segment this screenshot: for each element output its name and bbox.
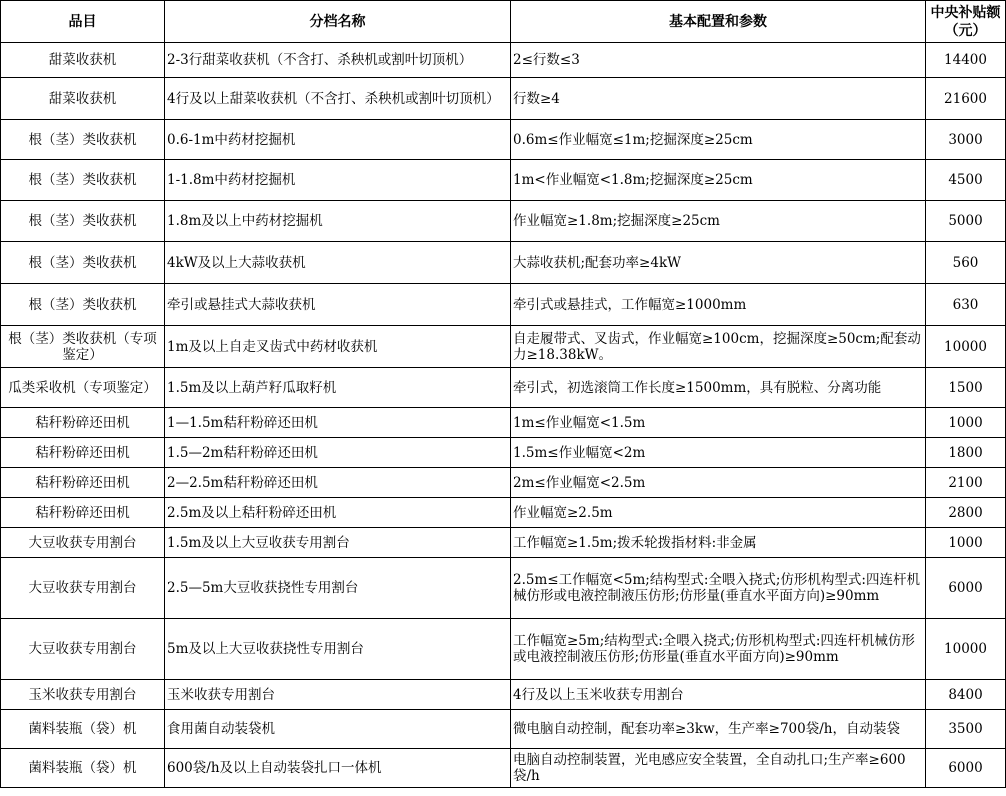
spec-cell: 作业幅宽≥2.5m bbox=[511, 498, 926, 528]
table-row bbox=[1, 558, 1006, 619]
item-cell: 秸秆粉碎还田机 bbox=[1, 408, 165, 438]
header-grade: 分档名称 bbox=[165, 1, 511, 43]
grade-cell: 1.5m及以上葫芦籽瓜取籽机 bbox=[165, 368, 511, 408]
subsidy-cell: 630 bbox=[926, 284, 1006, 326]
table-row bbox=[1, 242, 1006, 284]
item-cell: 根（茎）类收获机 bbox=[1, 201, 165, 242]
item-cell: 根（茎）类收获机（专项鉴定） bbox=[1, 326, 165, 368]
table-row bbox=[1, 498, 1006, 528]
spec-cell: 行数≥4 bbox=[511, 78, 926, 120]
item-cell: 菌料装瓶（袋）机 bbox=[1, 710, 165, 749]
subsidy-cell: 3500 bbox=[926, 710, 1006, 749]
table-row bbox=[1, 408, 1006, 438]
table-row bbox=[1, 284, 1006, 326]
header-row bbox=[1, 1, 1006, 43]
spec-cell: 牵引式或悬挂式，工作幅宽≥1000mm bbox=[511, 284, 926, 326]
spec-cell: 1m<作业幅宽<1.8m;挖掘深度≥25cm bbox=[511, 160, 926, 201]
spec-cell: 大蒜收获机;配套功率≥4kW bbox=[511, 242, 926, 284]
grade-cell: 0.6-1m中药材挖掘机 bbox=[165, 120, 511, 160]
spec-cell: 自走履带式、叉齿式，作业幅宽≥100cm，挖掘深度≥50cm;配套动力≥18.38kW。 bbox=[511, 326, 926, 368]
spec-cell: 1.5m≤作业幅宽<2m bbox=[511, 438, 926, 468]
grade-cell: 1.8m及以上中药材挖掘机 bbox=[165, 201, 511, 242]
grade-cell: 食用菌自动装袋机 bbox=[165, 710, 511, 749]
subsidy-cell: 1000 bbox=[926, 408, 1006, 438]
grade-cell: 2.5m及以上秸秆粉碎还田机 bbox=[165, 498, 511, 528]
grade-cell: 牵引或悬挂式大蒜收获机 bbox=[165, 284, 511, 326]
table-row bbox=[1, 201, 1006, 242]
item-cell: 秸秆粉碎还田机 bbox=[1, 468, 165, 498]
subsidy-cell: 6000 bbox=[926, 749, 1006, 788]
spec-cell: 2≤行数≤3 bbox=[511, 43, 926, 78]
item-cell: 瓜类采收机（专项鉴定） bbox=[1, 368, 165, 408]
subsidy-cell: 8400 bbox=[926, 680, 1006, 710]
subsidy-cell: 6000 bbox=[926, 558, 1006, 619]
grade-cell: 2—2.5m秸秆粉碎还田机 bbox=[165, 468, 511, 498]
spec-cell: 作业幅宽≥1.8m;挖掘深度≥25cm bbox=[511, 201, 926, 242]
grade-cell: 2.5—5m大豆收获挠性专用割台 bbox=[165, 558, 511, 619]
item-cell: 秸秆粉碎还田机 bbox=[1, 498, 165, 528]
table-body bbox=[1, 43, 1006, 788]
item-cell: 大豆收获专用割台 bbox=[1, 528, 165, 558]
grade-cell: 1—1.5m秸秆粉碎还田机 bbox=[165, 408, 511, 438]
item-cell: 根（茎）类收获机 bbox=[1, 160, 165, 201]
item-cell: 玉米收获专用割台 bbox=[1, 680, 165, 710]
spec-cell: 2.5m≤工作幅宽<5m;结构型式:全喂入挠式;仿形机构型式:四连杆机械仿形或电液控制液压仿形;仿形量(垂直水平面方向)≥90mm bbox=[511, 558, 926, 619]
spec-cell: 0.6m≤作业幅宽≤1m;挖掘深度≥25cm bbox=[511, 120, 926, 160]
item-cell: 甜菜收获机 bbox=[1, 43, 165, 78]
spec-cell: 1m≤作业幅宽<1.5m bbox=[511, 408, 926, 438]
header-subsidy: 中央补贴额（元） bbox=[926, 1, 1006, 43]
item-cell: 根（茎）类收获机 bbox=[1, 242, 165, 284]
subsidy-cell: 2100 bbox=[926, 468, 1006, 498]
grade-cell: 2-3行甜菜收获机（不含打、杀秧机或割叶切顶机） bbox=[165, 43, 511, 78]
item-cell: 根（茎）类收获机 bbox=[1, 120, 165, 160]
table-row bbox=[1, 43, 1006, 78]
grade-cell: 1m及以上自走叉齿式中药材收获机 bbox=[165, 326, 511, 368]
spec-cell: 2m≤作业幅宽<2.5m bbox=[511, 468, 926, 498]
grade-cell: 4kW及以上大蒜收获机 bbox=[165, 242, 511, 284]
item-cell: 菌料装瓶（袋）机 bbox=[1, 749, 165, 788]
spec-cell: 工作幅宽≥5m;结构型式:全喂入挠式;仿形机构型式:四连杆机械仿形或电液控制液压仿形;仿形量(垂直水平面方向)≥90mm bbox=[511, 619, 926, 680]
table-row bbox=[1, 78, 1006, 120]
item-cell: 秸秆粉碎还田机 bbox=[1, 438, 165, 468]
item-cell: 根（茎）类收获机 bbox=[1, 284, 165, 326]
subsidy-cell: 1500 bbox=[926, 368, 1006, 408]
subsidy-cell: 1000 bbox=[926, 528, 1006, 558]
item-cell: 大豆收获专用割台 bbox=[1, 619, 165, 680]
table-row bbox=[1, 120, 1006, 160]
header-item: 品目 bbox=[1, 1, 165, 43]
table-row bbox=[1, 528, 1006, 558]
table-row bbox=[1, 749, 1006, 788]
table-row bbox=[1, 326, 1006, 368]
table-row bbox=[1, 468, 1006, 498]
spec-cell: 牵引式，初选滚筒工作长度≥1500mm，具有脱粒、分离功能 bbox=[511, 368, 926, 408]
table-row bbox=[1, 619, 1006, 680]
spec-cell: 工作幅宽≥1.5m;拨禾轮拨指材料:非金属 bbox=[511, 528, 926, 558]
header-spec: 基本配置和参数 bbox=[511, 1, 926, 43]
table-row bbox=[1, 680, 1006, 710]
item-cell: 大豆收获专用割台 bbox=[1, 558, 165, 619]
table-row bbox=[1, 438, 1006, 468]
grade-cell: 1.5—2m秸秆粉碎还田机 bbox=[165, 438, 511, 468]
grade-cell: 4行及以上甜菜收获机（不含打、杀秧机或割叶切顶机） bbox=[165, 78, 511, 120]
subsidy-cell: 4500 bbox=[926, 160, 1006, 201]
table-row bbox=[1, 160, 1006, 201]
spec-cell: 电脑自动控制装置，光电感应安全装置，全自动扎口;生产率≥600袋/h bbox=[511, 749, 926, 788]
subsidy-cell: 5000 bbox=[926, 201, 1006, 242]
subsidy-cell: 10000 bbox=[926, 619, 1006, 680]
grade-cell: 1-1.8m中药材挖掘机 bbox=[165, 160, 511, 201]
subsidy-cell: 14400 bbox=[926, 43, 1006, 78]
spec-cell: 4行及以上玉米收获专用割台 bbox=[511, 680, 926, 710]
grade-cell: 1.5m及以上大豆收获专用割台 bbox=[165, 528, 511, 558]
grade-cell: 600袋/h及以上自动装袋扎口一体机 bbox=[165, 749, 511, 788]
item-cell: 甜菜收获机 bbox=[1, 78, 165, 120]
subsidy-cell: 560 bbox=[926, 242, 1006, 284]
grade-cell: 玉米收获专用割台 bbox=[165, 680, 511, 710]
subsidy-cell: 2800 bbox=[926, 498, 1006, 528]
subsidy-cell: 3000 bbox=[926, 120, 1006, 160]
table-row bbox=[1, 368, 1006, 408]
subsidy-cell: 10000 bbox=[926, 326, 1006, 368]
spec-cell: 微电脑自动控制，配套功率≥3kw，生产率≥700袋/h，自动装袋 bbox=[511, 710, 926, 749]
subsidy-cell: 1800 bbox=[926, 438, 1006, 468]
table-row bbox=[1, 710, 1006, 749]
grade-cell: 5m及以上大豆收获挠性专用割台 bbox=[165, 619, 511, 680]
subsidy-cell: 21600 bbox=[926, 78, 1006, 120]
